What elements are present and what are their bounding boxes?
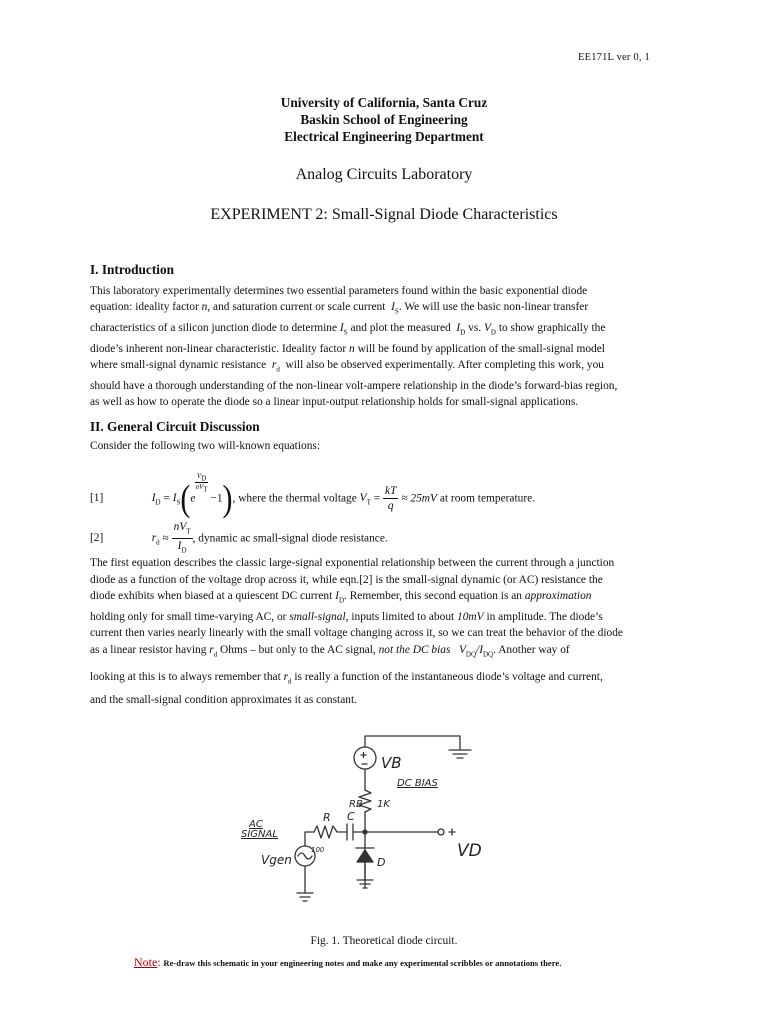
capacitor — [337, 824, 365, 840]
vgen-label: Vgen — [261, 853, 292, 867]
right-paren: ) — [222, 477, 233, 519]
symbol-id: $I_D$ — [335, 590, 345, 605]
symbol-is: $I_S$ — [172, 492, 181, 507]
symbol-n: n — [349, 342, 355, 355]
text-line: current then varies nearly linearly with the small voltage changing across it, so we can treat the behavior of the diode — [90, 627, 623, 640]
ground-symbol — [297, 893, 313, 901]
output-plus-sign — [449, 829, 455, 835]
vb-voltage-source — [354, 747, 376, 769]
ac-signal-label: AC — [249, 819, 263, 830]
symbol-rd: $r_d$ — [209, 643, 218, 659]
vd-label: VD — [457, 841, 482, 861]
symbol-id: $I_D$ — [456, 322, 466, 337]
text-line: as a linear resistor having $r_d$ Ohms – but only to the AC signal, not the DC bias $V_{DQ}/I_{DQ}$. Another way of — [90, 643, 570, 659]
equation-number: [1] — [90, 492, 104, 505]
text-line: holding only for small time-varying AC, or small-signal, inputs limited to about 10mV in amplitude. The diode’s — [90, 610, 603, 623]
symbol-is: $I_S$ — [339, 322, 348, 337]
exponential: e — [190, 492, 196, 505]
symbol-vt: $V_T$ — [359, 492, 371, 507]
equation-number: [2] — [90, 532, 104, 545]
diode-symbol — [356, 848, 374, 862]
sine-wave-icon — [298, 853, 312, 859]
r-label: R — [323, 811, 331, 824]
text-line: characteristics of a silicon junction diode to determine $I_S$ and plot the measured $I_D$ vs. $V_D$ to show graphically the — [90, 322, 606, 337]
dc-bias-label: DC BIAS — [397, 778, 438, 789]
section-heading-circuit-discussion: II. General Circuit Discussion — [90, 419, 260, 434]
symbol-id: $I_D$ — [151, 492, 161, 507]
institution-block — [0, 94, 768, 145]
note-label: Note — [134, 955, 158, 969]
note-text: Re-draw this schematic in your engineering notes and make any experimental scribbles or annotations there. — [163, 958, 562, 968]
diode-circuit-schematic — [225, 728, 545, 928]
text-line: The first equation describes the classic large-signal exponential relationship between the current through a junction — [90, 557, 615, 569]
rb-value-label: 1K — [377, 799, 390, 810]
text-line: equation: ideality factor n, and saturation current or scale current $I_S$. We will use the basic non-linear transfer — [90, 301, 589, 316]
text-line: looking at this is to always remember that $r_d$ is really a function of the instantaneous diode’s voltage and current, — [90, 670, 603, 685]
text-line: diode’s inherent non-linear characteristic. Ideality factor n will be found by application of the small-signal model — [90, 342, 605, 355]
lab-title: Analog Circuits Laboratory — [295, 166, 473, 183]
equation-2: [2] $r_d$ ≈ $\frac{nV_T}{I_D}$ , dynamic ac small-signal diode resistance. — [90, 520, 388, 558]
section-heading-introduction: I. Introduction — [90, 262, 174, 277]
ac-signal-label: SIGNAL — [241, 829, 278, 840]
introduction-paragraph — [90, 283, 692, 411]
left-paren: ( — [180, 477, 191, 519]
r-value-label: 100 — [311, 846, 325, 854]
rb-label: RB — [349, 799, 363, 810]
symbol-rd: $r_d$ — [283, 670, 292, 685]
c-label: C — [347, 810, 355, 823]
equation-1: [1] $I_D = I_S(e$ $V_D$ $nV_T$ −1), where the thermal voltage $V_T$ = $\frac{kT}{q}$ ≈ 25mV at room temperature. — [90, 472, 536, 519]
minus-one: −1 — [210, 492, 223, 505]
input-wire — [305, 832, 314, 846]
text-line: This laboratory experimentally determines two essential parameters found within the basic exponential diode — [90, 285, 588, 297]
text-line: as well as how to operate the diode so a linear input-output relationship holds for small-signal applications. — [90, 396, 579, 409]
symbol-rd: $r_d$ — [271, 359, 280, 374]
text-line: diode as a function of the voltage drop across it, while eqn.[2] is the small-signal dynamic (or AC) resistance the — [90, 573, 603, 586]
text-line: diode exhibits when biased at a quiescent DC current $I_D$. Remember, this second equation is an approximation — [90, 590, 592, 605]
experiment-title: EXPERIMENT 2: Small-Signal Diode Characteristics — [210, 206, 558, 223]
text-line: where small-signal dynamic resistance $r_d$ will also be observed experimentally. After completing this work, you — [90, 359, 604, 374]
symbol-vdq-over-idq: $V_{DQ}/I_{DQ}$ — [458, 643, 494, 659]
output-terminal — [438, 829, 444, 835]
diode-label: D — [377, 856, 386, 869]
symbol-10mv: 10mV — [457, 610, 484, 623]
series-resistor — [314, 826, 337, 838]
symbol-vd: $V_D$ — [483, 322, 496, 337]
ground-symbol — [449, 750, 471, 758]
exponent-fraction: $V_D$ $nV_T$ — [195, 472, 208, 494]
vb-top-wire — [365, 736, 460, 750]
text-line: and the small-signal condition approximates it as constant. — [90, 694, 357, 707]
kt-over-q-fraction: $\frac{kT}{q}$ — [385, 485, 397, 513]
symbol-rd: $r_d$ — [151, 532, 160, 547]
department-name: Electrical Engineering Department — [284, 129, 484, 144]
nvt-over-id-fraction: $\frac{nV_T}{I_D}$ — [173, 521, 191, 555]
circuit-discussion-paragraph — [90, 555, 692, 709]
equations-intro: Consider the following two will-known equations: — [90, 440, 321, 452]
symbol-n: n — [201, 301, 208, 314]
symbol-is: $I_S$ — [391, 301, 399, 316]
page-identifier: EE171L ver 0, 1 — [577, 52, 650, 63]
text-line: should have a thorough understanding of the non-linear volt-ampere relationship in the diode’s forward-bias region, — [90, 379, 618, 392]
school-name: Baskin School of Engineering — [300, 112, 468, 127]
vb-label: VB — [381, 754, 402, 772]
schematic-note: Note: Re-draw this schematic in your engineering notes and make any experimental scribbles or annotations there. — [134, 955, 562, 969]
university-name: University of California, Santa Cruz — [280, 95, 488, 110]
figure-caption: Fig. 1. Theoretical diode circuit. — [310, 935, 458, 947]
thermal-voltage-value: ≈ 25mV — [401, 492, 437, 505]
